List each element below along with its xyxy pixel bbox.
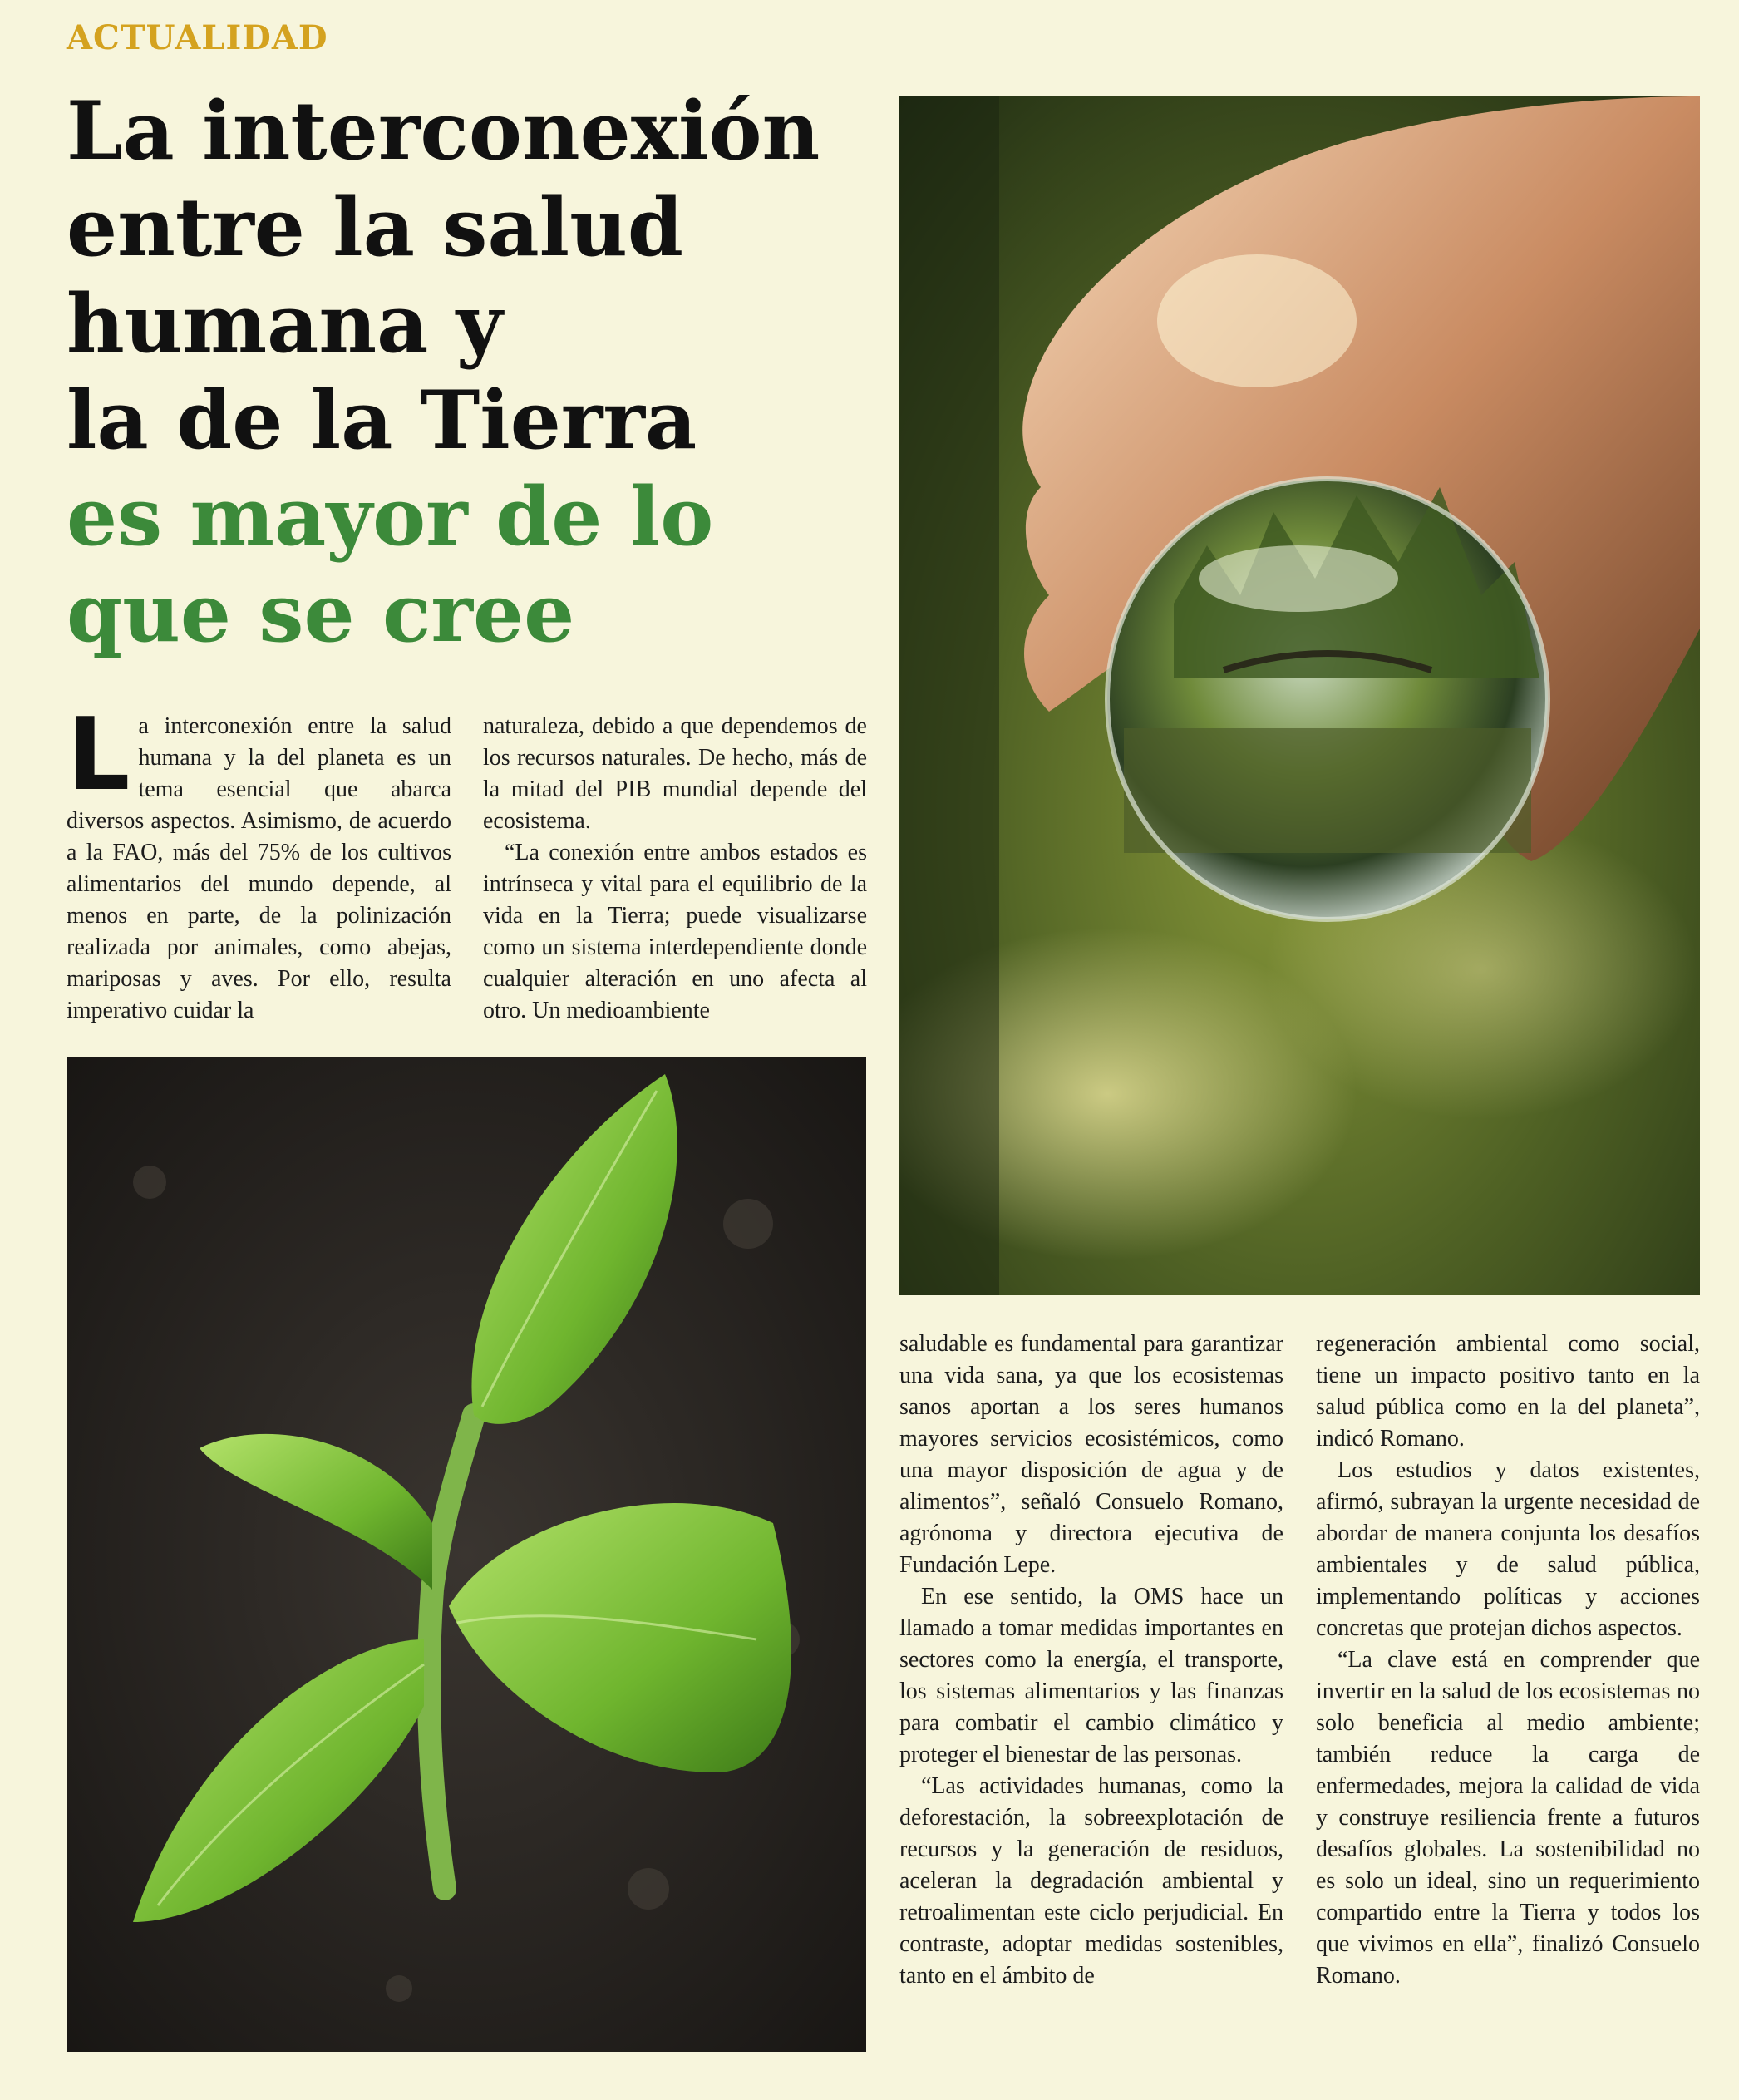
article-paragraph: En ese sentido, la OMS hace un llamado a tomar medidas importantes en sectores como la energía, el transporte, los sistemas alimentarios y las finanzas para combatir el cambio climático y proteger el bienestar de las personas. (899, 1584, 1283, 1767)
headline-line: humana y (67, 277, 503, 371)
headline-line: la de la Tierra (67, 373, 697, 467)
headline-line-green: es mayor de lo (67, 470, 714, 564)
dropcap: L (67, 698, 131, 813)
headline (67, 83, 865, 662)
article-paragraph: “La clave está en comprender que invertir en la salud de los ecosistemas no solo beneficia al medio ambiente; también reduce la carga de enfermedades, mejora la calidad de vida y construye resiliencia frente a futuros desafíos globales. La sostenibilidad no es solo un ideal, sino un requerimiento compartido entre la Tierra y todos los que vivimos en ella”, finalizó Consuelo Romano. (1316, 1647, 1700, 1989)
photo-hand-crystal-ball (899, 96, 1700, 1295)
article-paragraph: “La conexión entre ambos estados es intrínseca y vital para el equilibrio de la vida en la Tierra; puede visualizarse como un sistema interdependiente donde cualquier alteración en uno afecta al otro. Un medioambiente (483, 840, 867, 1023)
headline-line-green: que se cree (67, 566, 575, 660)
article-column-2 (483, 711, 867, 1027)
article-paragraph: “Las actividades humanas, como la deforestación, la sobreexplotación de recursos y la generación de residuos, aceleran la degradación ambiental y retroalimentan este ciclo perjudicial. En contraste, adoptar medidas sostenibles, tanto en el ámbito de (899, 1773, 1283, 1989)
article-paragraph (67, 698, 451, 1027)
article-paragraph: Los estudios y datos existentes, afirmó, subrayan la urgente necesidad de abordar de manera conjunta los desafíos ambientales y de salud pública, implementando políticas y acciones concretas que protejan dichos aspectos. (1316, 1457, 1700, 1641)
paragraph-text: a interconexión entre la salud humana y la del planeta es un tema esencial que abarca diversos aspectos. Asimismo, de acuerdo a la FAO, más del 75% de los cultivos alimentarios del mundo depende, al menos en parte, de la polinización realizada por animales, como abejas, mariposas y aves. Por ello, resulta imperativo cuidar la (67, 713, 451, 1023)
article-column-3 (899, 1329, 1283, 1992)
article-paragraph: naturaleza, debido a que dependemos de los recursos naturales. De hecho, más de la mitad del PIB mundial depende del ecosistema. (483, 713, 867, 834)
article-column-4 (1316, 1329, 1700, 1992)
photo-sprout (67, 1057, 866, 2052)
section-label: ACTUALIDAD (67, 18, 328, 57)
article-paragraph: regeneración ambiental como social, tiene un impacto positivo tanto en la salud pública como en la del planeta”, indicó Romano. (1316, 1331, 1700, 1452)
article-paragraph: saludable es fundamental para garantizar una vida sana, ya que los ecosistemas sanos aportan a los seres humanos mayores servicios ecosistémicos, como una mayor disposición de agua y de alimentos”, señaló Consuelo Romano, agrónoma y directora ejecutiva de Fundación Lepe. (899, 1331, 1283, 1578)
headline-line: entre la salud (67, 180, 684, 274)
headline-line: La interconexión (67, 84, 820, 178)
article-column-1 (67, 698, 451, 1027)
